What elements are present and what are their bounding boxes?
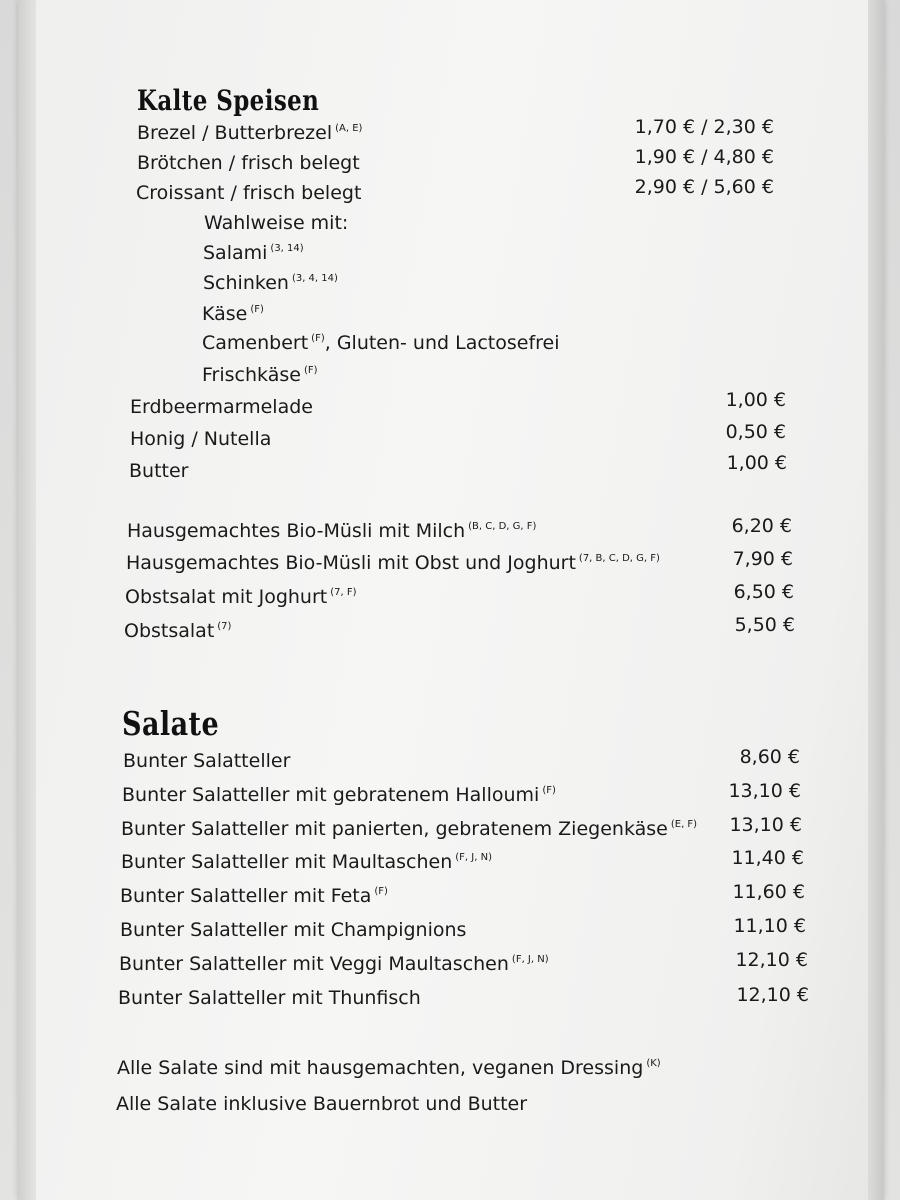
option-salami [203, 242, 304, 264]
salad-item [120, 919, 466, 941]
allergen-codes: (7, F) [330, 587, 357, 598]
options-label: Wahlweise mit: [204, 212, 349, 234]
allergen-codes: (A, E) [335, 123, 363, 134]
salad-item [118, 987, 421, 1009]
option-name: Käse [202, 303, 248, 325]
menu-item-brezel [137, 122, 362, 144]
salad-price: 11,60 € [732, 881, 805, 903]
salad-note-dressing [117, 1057, 661, 1079]
price-croissant: 2,90 € / 5,60 € [634, 176, 774, 198]
allergen-codes: (3, 14) [270, 243, 304, 254]
item-name: Croissant / frisch belegt [136, 182, 362, 204]
item-name: Bunter Salatteller mit gebratenem Halloumi [122, 784, 540, 806]
item-name: Bunter Salatteller mit Thunfisch [118, 987, 421, 1009]
note-text: Alle Salate sind mit hausgemachten, veganen Dressing [117, 1057, 644, 1079]
price-muesli-milch: 6,20 € [731, 515, 792, 537]
menu-item-obstsalat [124, 620, 231, 642]
salad-price: 11,40 € [731, 847, 804, 869]
menu-item-erdbeermarmelade: Erdbeermarmelade [130, 396, 313, 418]
salad-price: 13,10 € [729, 814, 802, 836]
menu-item-obstsalat-joghurt [125, 586, 357, 608]
menu-item-muesli-obst [126, 552, 660, 574]
allergen-codes: (3, 4, 14) [291, 273, 338, 284]
price-broetchen: 1,90 € / 4,80 € [634, 146, 774, 168]
menu-item-broetchen [137, 152, 360, 174]
item-name: Bunter Salatteller mit Veggi Maultaschen [119, 953, 509, 975]
allergen-codes: (F, J, N) [511, 954, 549, 965]
allergen-codes: (K) [646, 1058, 661, 1069]
option-extra: , Gluten- und Lactosefrei [324, 332, 560, 354]
allergen-codes: (F) [374, 886, 388, 897]
option-name: Frischkäse [202, 364, 301, 386]
salad-price: 13,10 € [728, 780, 801, 802]
salad-price: 11,10 € [733, 915, 806, 937]
salad-item [121, 851, 492, 873]
option-name: Camenbert [202, 332, 309, 354]
note-text: Alle Salate inklusive Bauernbrot und Butter [116, 1093, 528, 1115]
salad-item [119, 953, 549, 975]
item-name: Bunter Salatteller mit Maultaschen [121, 851, 453, 873]
option-camenbert [202, 332, 560, 354]
allergen-codes: (7) [217, 621, 232, 632]
item-name: Hausgemachtes Bio-Müsli mit Milch [127, 520, 466, 542]
section-title-kalte-speisen: Kalte Speisen [137, 84, 320, 117]
price-obstsalat: 5,50 € [734, 614, 795, 636]
price-butter: 1,00 € [726, 452, 787, 474]
allergen-codes: (7, B, C, D, G, F) [578, 553, 660, 564]
price-muesli-obst: 7,90 € [732, 548, 793, 570]
salad-item [122, 784, 556, 806]
item-name: Obstsalat [124, 620, 215, 642]
salad-price: 12,10 € [736, 984, 809, 1006]
allergen-codes: (F) [542, 785, 556, 796]
option-name: Salami [203, 242, 268, 264]
item-name: Bunter Salatteller mit Feta [120, 885, 372, 907]
allergen-codes: (E, F) [670, 819, 698, 830]
price-brezel: 1,70 € / 2,30 € [634, 116, 774, 138]
allergen-codes: (B, C, D, G, F) [468, 521, 537, 532]
allergen-codes: (F, J, N) [455, 852, 492, 863]
menu-item-croissant [136, 182, 361, 204]
allergen-codes: (F) [303, 365, 318, 376]
menu-item-butter: Butter [129, 460, 189, 482]
allergen-codes: (F) [250, 304, 264, 315]
salad-price: 12,10 € [735, 949, 808, 971]
price-obstsalat-joghurt: 6,50 € [733, 581, 794, 603]
item-name: Hausgemachtes Bio-Müsli mit Obst und Joghurt [126, 552, 576, 574]
salad-item [123, 750, 290, 772]
option-kaese [202, 303, 264, 325]
option-schinken [203, 272, 338, 294]
menu-item-muesli-milch [127, 520, 536, 542]
menu-item-honig-nutella: Honig / Nutella [130, 428, 272, 450]
salad-price: 8,60 € [739, 746, 800, 768]
item-name: Brezel / Butterbrezel [137, 122, 333, 144]
section-title-salate: Salate [122, 704, 220, 743]
allergen-codes: (F) [311, 333, 325, 344]
item-name: Brötchen / frisch belegt [137, 152, 360, 174]
price-erdbeermarmelade: 1,00 € [725, 389, 786, 411]
salad-item [120, 885, 388, 907]
item-name: Bunter Salatteller [123, 750, 291, 772]
item-name: Obstsalat mit Joghurt [125, 586, 328, 608]
price-honig-nutella: 0,50 € [725, 421, 786, 443]
salad-note-bread [116, 1093, 527, 1115]
option-frischkaese [202, 364, 318, 386]
salad-item [121, 818, 697, 840]
option-name: Schinken [203, 272, 289, 294]
item-name: Bunter Salatteller mit Champignions [120, 919, 467, 941]
item-name: Bunter Salatteller mit panierten, gebratenem Ziegenkäse [121, 818, 668, 840]
